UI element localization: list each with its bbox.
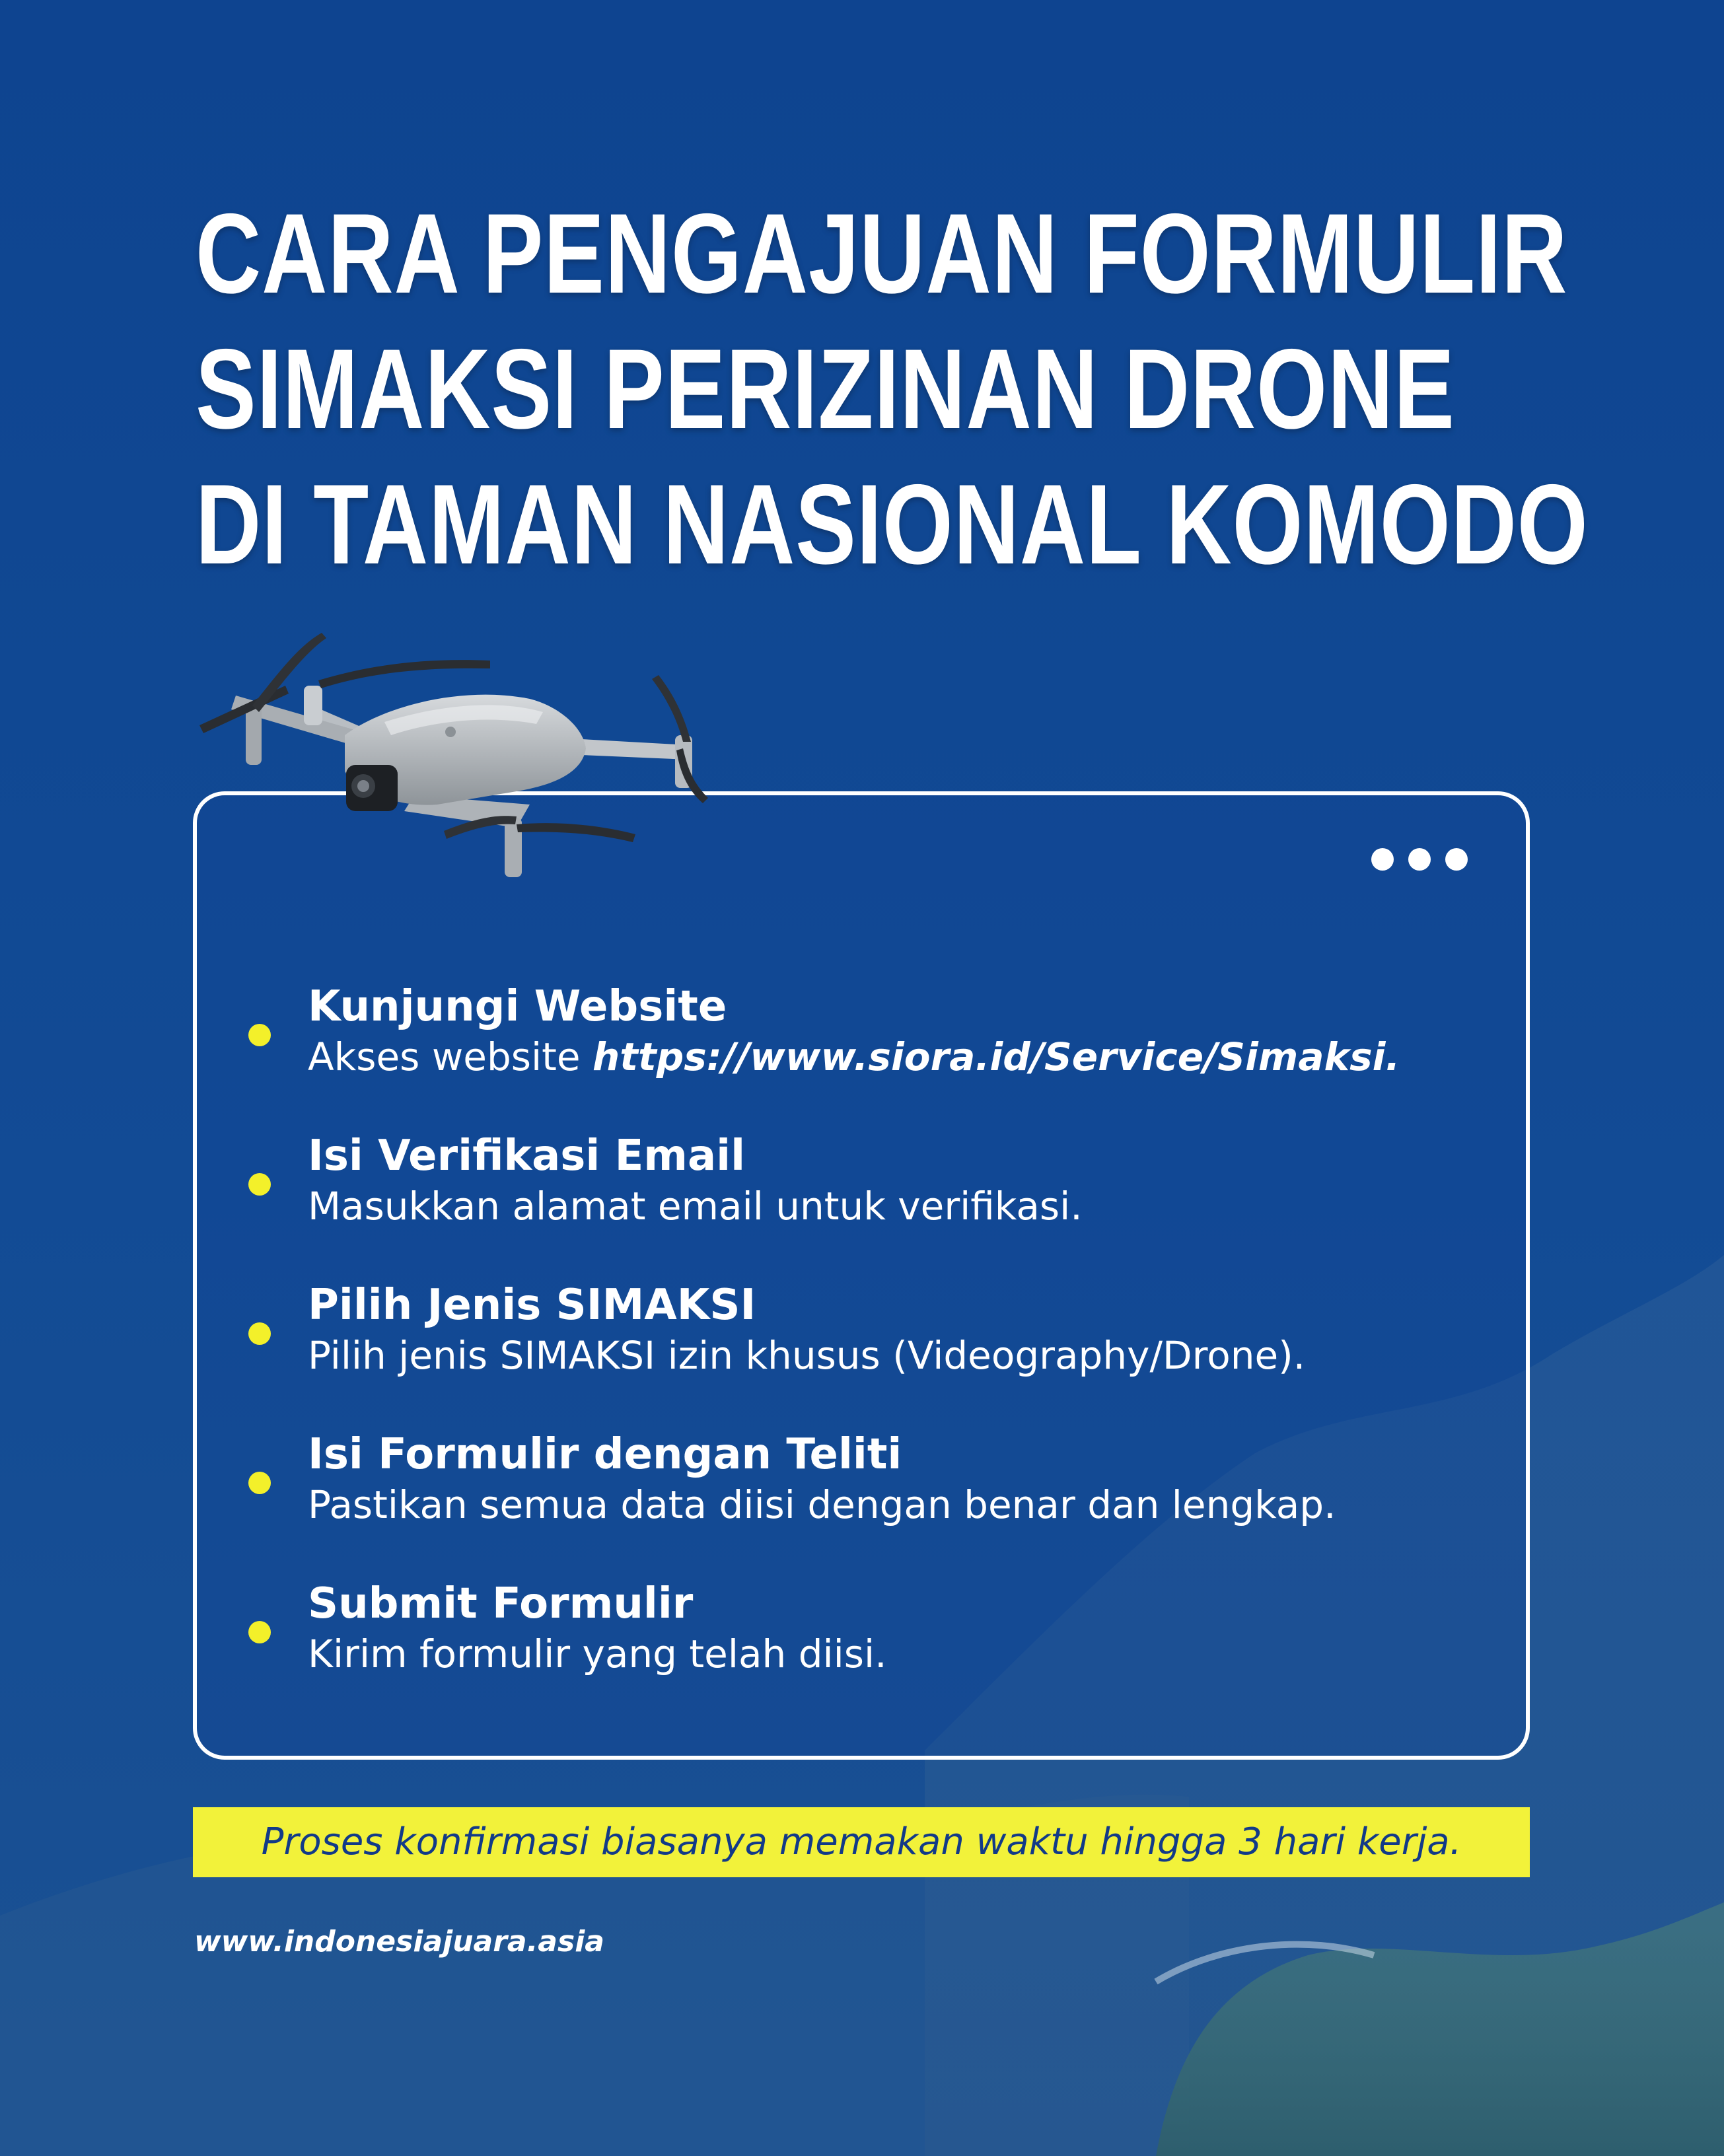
dot bbox=[1408, 848, 1431, 871]
step-title: Isi Verifikasi Email bbox=[308, 1132, 746, 1180]
step-fill-form bbox=[197, 1429, 1526, 1579]
step-email-verification bbox=[197, 1131, 1526, 1280]
step-desc: Masukkan alamat email untuk verifikasi. bbox=[308, 1184, 1083, 1229]
step-desc bbox=[308, 1033, 1400, 1081]
step-visit-website bbox=[197, 982, 1526, 1131]
step-choose-simaksi bbox=[197, 1280, 1526, 1429]
dot bbox=[1371, 848, 1394, 871]
note-banner: Proses konfirmasi biasanya memakan waktu hingga 3 hari kerja. bbox=[193, 1807, 1530, 1877]
more-dots-icon bbox=[1371, 848, 1468, 871]
step-desc: Pilih jenis SIMAKSI izin khusus (Videography/Drone). bbox=[308, 1333, 1306, 1378]
bullet-icon bbox=[248, 1621, 271, 1643]
step-title: Submit Formulir bbox=[308, 1579, 694, 1628]
bullet-icon bbox=[248, 1322, 271, 1345]
website-link[interactable]: https://www.siora.id/Service/Simaksi. bbox=[592, 1034, 1400, 1079]
footer-website[interactable]: www.indonesiajuara.asia bbox=[194, 1925, 604, 1958]
steps-list bbox=[197, 982, 1526, 1728]
step-desc-text: Akses website bbox=[308, 1034, 593, 1079]
step-desc: Kirim formulir yang telah diisi. bbox=[308, 1632, 887, 1676]
title-line-1: CARA PENGAJUAN FORMULIR bbox=[196, 190, 1568, 317]
step-desc: Pastikan semua data diisi dengan benar dan lengkap. bbox=[308, 1482, 1336, 1527]
bullet-icon bbox=[248, 1173, 271, 1196]
drone-icon bbox=[186, 606, 715, 937]
title-line-3: DI TAMAN NASIONAL KOMODO bbox=[196, 461, 1589, 588]
step-title: Kunjungi Website bbox=[308, 982, 727, 1031]
step-title: Isi Formulir dengan Teliti bbox=[308, 1430, 902, 1479]
step-submit-form bbox=[197, 1579, 1526, 1728]
dot bbox=[1445, 848, 1468, 871]
bullet-icon bbox=[248, 1024, 271, 1046]
bullet-icon bbox=[248, 1472, 271, 1494]
page-title bbox=[196, 186, 1589, 593]
step-title: Pilih Jenis SIMAKSI bbox=[308, 1281, 756, 1330]
title-line-2: SIMAKSI PERIZINAN DRONE bbox=[196, 326, 1455, 452]
